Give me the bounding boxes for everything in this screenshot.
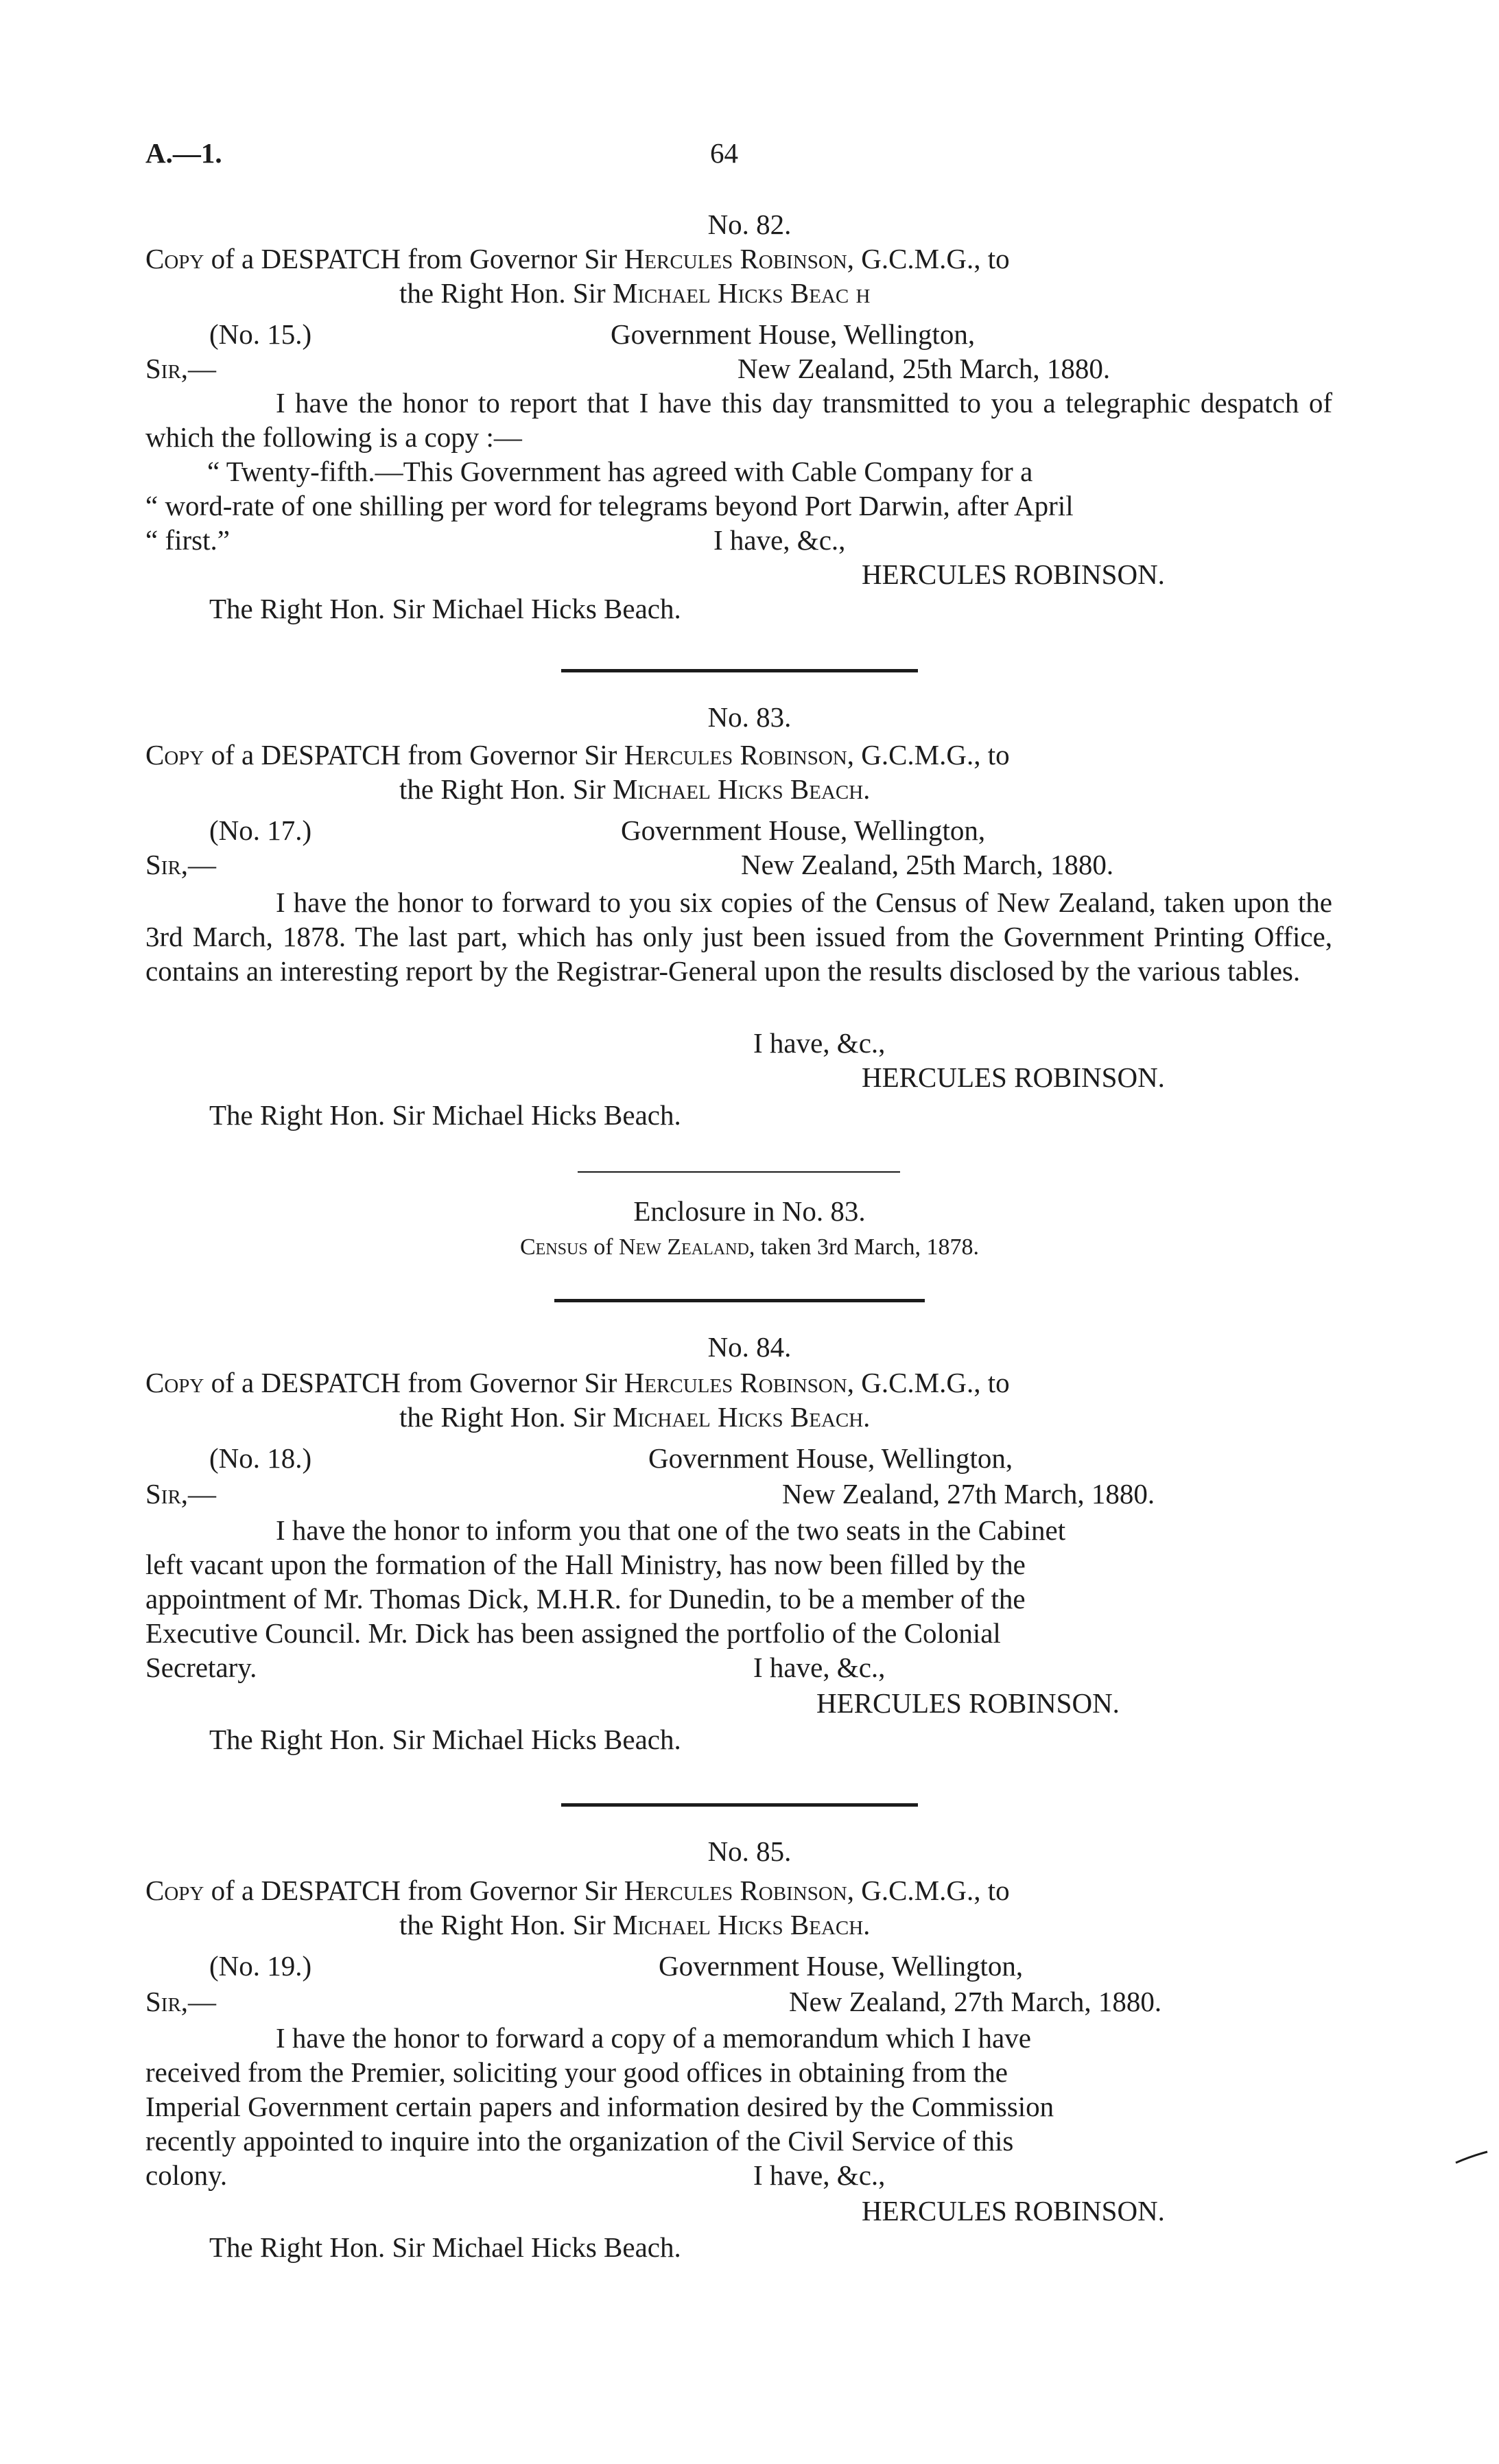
page-number: 64 <box>710 137 738 169</box>
quote-line: “ Twenty-fifth.—This Government has agreed with Cable Company for a <box>207 456 1033 487</box>
despatch-ref: (No. 17.) <box>209 814 312 846</box>
addressee: The Right Hon. Sir Michael Hicks Beach. <box>209 1724 681 1755</box>
despatch-ref: (No. 15.) <box>209 318 312 350</box>
series-code: A.—1. <box>145 137 222 169</box>
despatch-place: Government House, Wellington, <box>648 1442 1013 1474</box>
enclosure-title: Census of New Zealand, taken 3rd March, 1878. <box>519 1234 979 1260</box>
salutation: Sir,— <box>145 353 217 384</box>
signature: HERCULES ROBINSON. <box>862 1061 1165 1093</box>
despatch-body-line: Executive Council. Mr. Dick has been assigned the portfolio of the Colonial <box>145 1617 1001 1649</box>
despatch-title-line2: the Right Hon. Sir Michael Hicks Beach. <box>399 1401 871 1433</box>
despatch-body-line: I have the honor to inform you that one of the two seats in the Cabinet <box>276 1514 1066 1546</box>
quote-line: “ first.” <box>145 524 230 556</box>
despatch-place: Government House, Wellington, <box>659 1950 1024 1982</box>
salutation: Sir,— <box>145 1478 217 1510</box>
despatch-body-line: I have the honor to forward a copy of a memorandum which I have <box>276 2022 1031 2054</box>
despatch-title-line2: the Right Hon. Sir Michael Hicks Beach. <box>399 1909 871 1940</box>
despatch-number: No. 82. <box>707 209 792 240</box>
despatch-title-line1: Copy of a DESPATCH from Governor Sir Hercules Robinson, G.C.M.G., to <box>145 1875 1010 1906</box>
section-divider <box>561 1803 918 1807</box>
despatch-body-line: colony. <box>145 2159 228 2191</box>
despatch-number: No. 84. <box>707 1331 792 1363</box>
despatch-title-line2: the Right Hon. Sir Michael Hicks Beac h <box>399 277 871 309</box>
despatch-title-line1: Copy of a DESPATCH from Governor Sir Hercules Robinson, G.C.M.G., to <box>145 243 1010 274</box>
section-divider <box>554 1299 925 1302</box>
signature: HERCULES ROBINSON. <box>862 559 1165 590</box>
signature: HERCULES ROBINSON. <box>862 2195 1165 2227</box>
despatch-number: No. 85. <box>707 1835 792 1867</box>
addressee: The Right Hon. Sir Michael Hicks Beach. <box>209 593 681 624</box>
closing: I have, &c., <box>753 1652 886 1683</box>
despatch-body: I have the honor to forward to you six copies of the Census of New Zealand, taken upon the 3rd March, 1878. The last part, which has only just been issued from the Government Printing Office, contains an interesting report by the Registrar-General upon the results disclosed by the various tables. <box>145 887 1332 987</box>
despatch-body: I have the honor to report that I have this day transmitted to you a telegraphic despatch of which the following is a copy :— <box>145 387 1332 453</box>
despatch-place: Government House, Wellington, <box>621 814 986 846</box>
despatch-number: No. 83. <box>707 701 792 733</box>
despatch-body-line: Secretary. <box>145 1652 257 1683</box>
despatch-title-line2: the Right Hon. Sir Michael Hicks Beach. <box>399 773 871 805</box>
quote-line: “ word-rate of one shilling per word for telegrams beyond Port Darwin, after April <box>145 490 1074 521</box>
enclosure-heading: Enclosure in No. 83. <box>633 1195 866 1227</box>
despatch-title-line1: Copy of a DESPATCH from Governor Sir Hercules Robinson, G.C.M.G., to <box>145 739 1010 771</box>
despatch-ref: (No. 18.) <box>209 1442 312 1474</box>
salutation: Sir,— <box>145 849 217 880</box>
section-divider <box>561 669 918 672</box>
addressee: The Right Hon. Sir Michael Hicks Beach. <box>209 2231 681 2263</box>
despatch-body-line: received from the Premier, soliciting your good offices in obtaining from the <box>145 2056 1008 2088</box>
salutation: Sir,— <box>145 1986 217 2017</box>
closing: I have, &c., <box>753 1027 886 1059</box>
closing: I have, &c., <box>713 524 846 556</box>
despatch-ref: (No. 19.) <box>209 1950 312 1982</box>
closing: I have, &c., <box>753 2159 886 2191</box>
despatch-body-line: recently appointed to inquire into the organization of the Civil Service of this <box>145 2125 1014 2157</box>
despatch-place: Government House, Wellington, <box>611 318 976 350</box>
margin-pen-mark <box>1454 2148 1489 2168</box>
despatch-date: New Zealand, 27th March, 1880. <box>789 1986 1162 2017</box>
despatch-date: New Zealand, 27th March, 1880. <box>782 1478 1155 1510</box>
despatch-date: New Zealand, 25th March, 1880. <box>737 353 1111 384</box>
despatch-body-line: left vacant upon the formation of the Hall Ministry, has now been filled by the <box>145 1549 1026 1580</box>
despatch-date: New Zealand, 25th March, 1880. <box>741 849 1114 880</box>
despatch-title-line1: Copy of a DESPATCH from Governor Sir Hercules Robinson, G.C.M.G., to <box>145 1367 1010 1398</box>
despatch-body-line: Imperial Government certain papers and information desired by the Commission <box>145 2091 1054 2122</box>
signature: HERCULES ROBINSON. <box>816 1687 1120 1719</box>
addressee: The Right Hon. Sir Michael Hicks Beach. <box>209 1099 681 1131</box>
despatch-body-line: appointment of Mr. Thomas Dick, M.H.R. for Dunedin, to be a member of the <box>145 1583 1026 1615</box>
enclosure-divider <box>578 1171 900 1173</box>
